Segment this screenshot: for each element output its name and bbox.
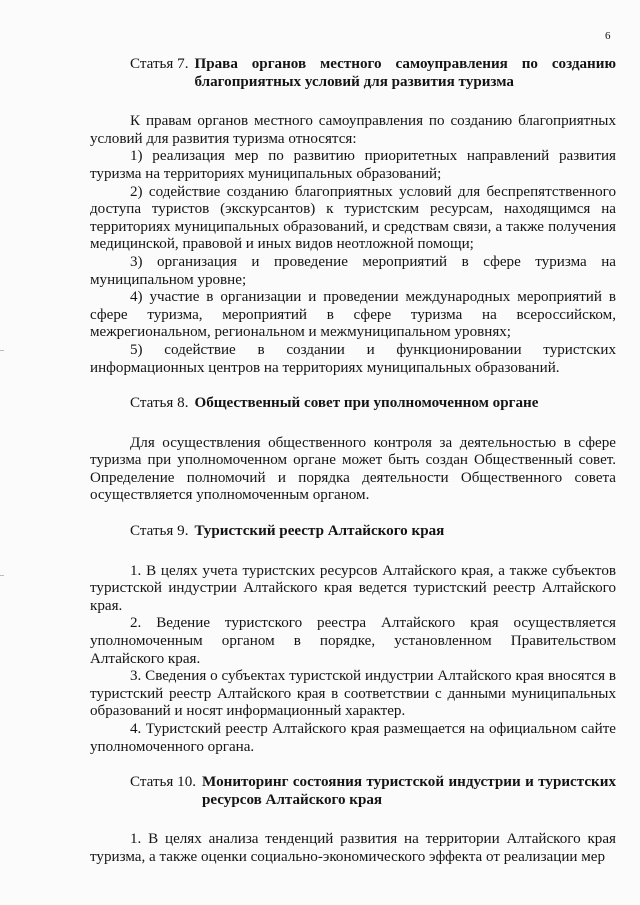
article-9-heading [90, 523, 616, 541]
article-7-item-2: 2) содействие созданию благоприятных условий для беспрепятственного доступа туристов (экскурсантов) к туристским ресурсам, находящимся на территориях муниципальных образований, и средствам связи, а также получения медицинской, правовой и иных видов неотложной помощи; [90, 183, 616, 253]
scan-margin-mark [0, 350, 4, 351]
article-9-item-2: 2. Ведение туристского реестра Алтайского края осуществляется уполномоченным органом в порядке, установленном Правительством Алтайского края. [90, 615, 616, 667]
article-7-item-5: 5) содействие в создании и функционировании туристских информационных центров на территориях муниципальных образований. [90, 341, 616, 376]
article-10-heading [90, 774, 616, 809]
article-9-item-1: 1. В целях учета туристских ресурсов Алтайского края, а также субъектов туристской индустрии Алтайского края ведется туристский реестр Алтайского края. [90, 562, 616, 614]
article-10-item-1: 1. В целях анализа тенденций развития на территории Алтайского края туризма, а также оценки социально-экономического эффекта от реализации мер [90, 831, 616, 865]
article-7-item-4: 4) участие в организации и проведении международных мероприятий в сфере туризма, мероприятий в сфере туризма на всероссийском, межрегиональном, региональном и межмуниципальном уровнях; [90, 289, 616, 341]
article-10-label: Статья 10. [130, 774, 197, 791]
article-8-title: Общественный совет при уполномоченном органе [194, 395, 539, 412]
page-number: 6 [605, 30, 611, 42]
article-9-item-3: 3. Сведения о субъектах туристской индустрии Алтайского края вносятся в туристский реестр Алтайского края в соответствии с данными муниципальных образований и носят информационный характер. [90, 668, 616, 720]
article-7-label: Статья 7. [130, 56, 189, 72]
article-8-heading [90, 395, 616, 413]
article-7-heading [90, 56, 616, 91]
article-10-title: Мониторинг состояния туристской индустрии и туристских ресурсов Алтайского края [202, 774, 616, 808]
article-9-title: Туристский реестр Алтайского края [194, 523, 445, 540]
article-7-title: Права органов местного самоуправления по созданию благоприятных условий для развития туризма [194, 56, 616, 90]
article-8-label: Статья 8. [130, 395, 189, 412]
article-7-item-3: 3) организация и проведение мероприятий в сфере туризма на муниципальном уровне; [90, 253, 616, 288]
article-9-item-4: 4. Туристский реестр Алтайского края размещается на официальном сайте уполномоченного органа. [90, 721, 616, 755]
article-7-intro: К правам органов местного самоуправления по созданию благоприятных условий для развития туризма относятся: [90, 113, 616, 147]
article-7-item-1: 1) реализация мер по развитию приоритетных направлений развития туризма на территориях муниципальных образований; [90, 148, 616, 182]
scan-margin-mark [0, 575, 4, 576]
document-body [90, 56, 616, 867]
article-8-text: Для осуществления общественного контроля за деятельностью в сфере туризма при уполномоченном органе может быть создан Общественный совет. Определение полномочий и порядка деятельности Общественного совета осуществляется уполномоченным органом. [90, 434, 616, 504]
article-9-label: Статья 9. [130, 523, 189, 540]
